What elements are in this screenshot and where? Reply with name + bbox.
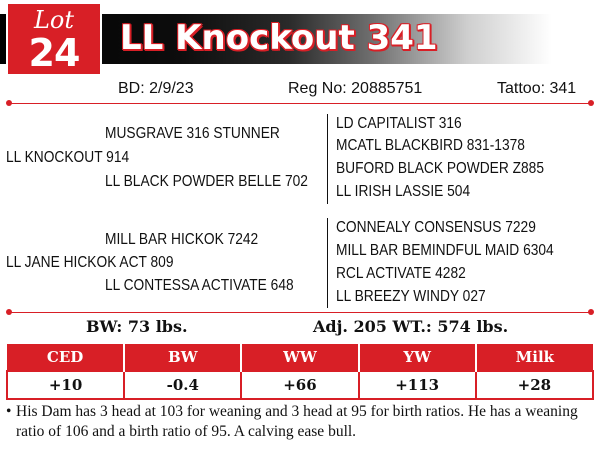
epd-value-row — [7, 371, 593, 399]
epd-header-row — [7, 344, 593, 371]
epd-value-yw: +113 — [359, 371, 476, 399]
sire-dam: LL BLACK POWDER BELLE 702 — [105, 173, 308, 190]
dam-far-4: LL BREEZY WINDY 027 — [336, 288, 486, 305]
tattoo: Tattoo: 341 — [497, 80, 577, 97]
mid-dot-left — [6, 309, 12, 315]
epd-value-bw: -0.4 — [124, 371, 241, 399]
lot-number: 24 — [28, 31, 80, 75]
birth-weight: BW: 73 lbs. — [86, 317, 188, 336]
dam-name: LL JANE HICKOK ACT 809 — [6, 254, 174, 271]
adjusted-205-weight: Adj. 205 WT.: 574 lbs. — [313, 317, 509, 336]
epd-header-ww: WW — [241, 344, 358, 371]
description-note — [6, 402, 596, 442]
sire-far-1: LD CAPITALIST 316 — [336, 115, 462, 132]
epd-header-ced: CED — [7, 344, 124, 371]
registration-number: Reg No: 20885751 — [288, 80, 423, 97]
divider-dot-right — [588, 100, 594, 106]
sire-name: LL KNOCKOUT 914 — [6, 149, 130, 166]
sire-bracket — [327, 114, 328, 204]
epd-value-ww: +66 — [241, 371, 358, 399]
birth-date: BD: 2/9/23 — [118, 80, 194, 97]
dam-far-2: MILL BAR BEMINDFUL MAID 6304 — [336, 242, 554, 259]
lot-label: Lot — [33, 6, 75, 34]
mid-dot-right — [588, 309, 594, 315]
dam-far-3: RCL ACTIVATE 4282 — [336, 265, 466, 282]
epd-header-bw: BW — [124, 344, 241, 371]
dam-sire: MILL BAR HICKOK 7242 — [105, 231, 259, 248]
mid-divider — [8, 312, 592, 313]
sire-far-3: BUFORD BLACK POWDER Z885 — [336, 160, 544, 177]
epd-header-milk: Milk — [476, 344, 593, 371]
note-bullet: • — [6, 403, 12, 420]
sire-far-2: MCATL BLACKBIRD 831-1378 — [336, 137, 525, 154]
sire-sire: MUSGRAVE 316 STUNNER — [105, 125, 280, 142]
dam-dam: LL CONTESSA ACTIVATE 648 — [105, 277, 294, 294]
top-divider — [8, 103, 592, 104]
animal-name: LL Knockout 341 — [120, 18, 438, 58]
epd-header-yw: YW — [359, 344, 476, 371]
lot-badge — [6, 2, 102, 76]
dam-bracket — [327, 218, 328, 308]
epd-table — [6, 344, 594, 400]
epd-value-ced: +10 — [7, 371, 124, 399]
sire-far-4: LL IRISH LASSIE 504 — [336, 183, 471, 200]
epd-value-milk: +28 — [476, 371, 593, 399]
dam-far-1: CONNEALY CONSENSUS 7229 — [336, 219, 536, 236]
note-text: His Dam has 3 head at 103 for weaning and 3 head at 95 for birth ratios. He has a weaning ratio of 106 and a birth ratio of 95. A calving ease bull. — [16, 403, 578, 440]
divider-dot-left — [6, 100, 12, 106]
